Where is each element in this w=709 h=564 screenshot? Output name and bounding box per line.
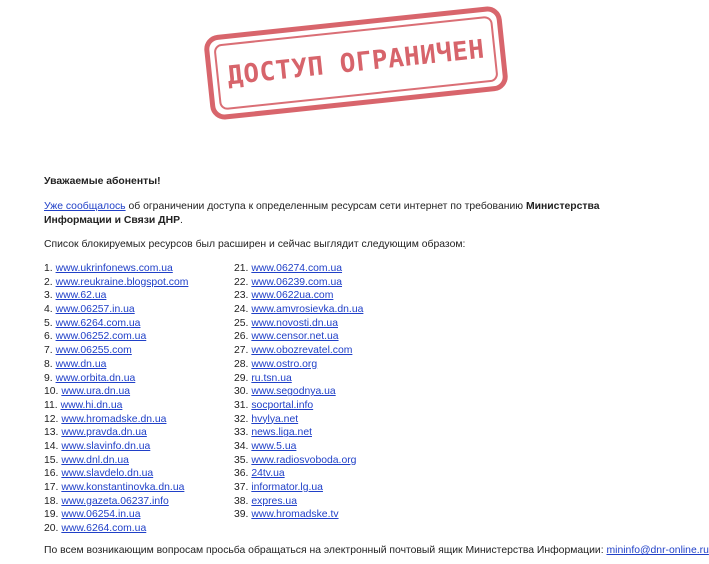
blocked-site-item [44,372,188,386]
blocked-site-link[interactable]: 24tv.ua [251,468,285,480]
blocked-site-link[interactable]: ru.tsn.ua [251,372,292,384]
access-restricted-stamp [202,5,509,122]
blocked-site-link[interactable]: www.06254.in.ua [61,509,141,521]
blocked-site-item [234,262,363,276]
site-number: 32. [234,413,249,425]
site-number: 20. [44,523,59,535]
blocked-site-item [234,481,363,495]
blocked-site-item [44,440,188,454]
blocked-site-link[interactable]: www.censor.net.ua [251,331,339,343]
blocked-site-link[interactable]: www.slavdelo.dn.ua [61,468,154,480]
site-number: 8. [44,358,53,370]
blocked-site-link[interactable]: news.liga.net [251,427,312,439]
blocked-site-item [44,508,188,522]
blocked-site-item [44,522,188,536]
blocked-site-item [234,467,363,481]
blocked-site-link[interactable]: www.6264.com.ua [55,317,141,329]
blocked-site-link[interactable]: www.novosti.dn.ua [251,317,338,329]
greeting-heading: Уважаемые абоненты! [44,176,161,187]
blocked-site-item [234,344,363,358]
blocked-site-link[interactable]: www.hromadske.tv [251,509,339,521]
blocked-site-item [44,399,188,413]
blocked-sites-column-left [44,262,188,536]
blocked-site-link[interactable]: www.radiosvoboda.org [251,454,357,466]
blocked-site-link[interactable]: socportal.info [251,399,314,411]
ministry-name: Министерства Информации и Связи ДНР [44,201,600,226]
site-number: 18. [44,495,59,507]
blocked-site-link[interactable]: www.0622ua.com [251,290,334,302]
blocked-site-item [44,303,188,317]
site-number: 34. [234,440,249,452]
blocked-site-item [44,385,188,399]
site-number: 10. [44,386,59,398]
site-number: 36. [234,468,249,480]
blocked-site-link[interactable]: expres.ua [251,495,297,507]
intro-text: об ограничении доступа к определенным ресурсам сети интернет по требованию [125,201,526,212]
blocked-site-item [234,330,363,344]
site-number: 6. [44,331,53,343]
blocked-site-link[interactable]: www.06252.com.ua [55,331,147,343]
blocked-site-item [234,495,363,509]
blocked-site-link[interactable]: informator.lg.ua [251,482,323,493]
blocked-site-item [44,467,188,481]
email-link[interactable]: mininfo@dnr-online.ru [606,545,709,556]
site-number: 27. [234,345,249,357]
blocked-site-item [234,372,363,386]
blocked-site-item [234,413,363,427]
blocked-sites-column-right [234,262,363,522]
footer-text: По всем возникающим вопросам просьба обращаться на электронный почтовый ящик Министерства Информации: [44,545,607,556]
site-number: 21. [234,263,249,274]
blocked-site-link[interactable]: www.ostro.org [251,358,318,370]
notice-content [44,175,644,542]
blocked-site-item [234,289,363,303]
site-number: 35. [234,454,249,466]
blocked-site-item [44,289,188,303]
blocked-site-item [44,413,188,427]
blocked-site-link[interactable]: hvylya.net [251,413,299,425]
blocked-site-link[interactable]: www.slavinfo.dn.ua [61,440,151,452]
site-number: 26. [234,331,249,343]
blocked-site-link[interactable]: www.06274.com.ua [251,263,343,274]
blocked-site-link[interactable]: www.06239.com.ua [251,276,343,288]
blocked-site-item [44,481,188,495]
site-number: 23. [234,290,249,302]
intro-paragraph [44,200,644,228]
blocked-site-item [44,454,188,468]
site-number: 37. [234,482,249,493]
site-number: 13. [44,427,59,439]
site-number: 1. [44,263,53,274]
site-number: 38. [234,495,249,507]
blocked-site-link[interactable]: www.gazeta.06237.info [61,495,169,507]
blocked-site-item [44,330,188,344]
site-number: 33. [234,427,249,439]
blocked-site-item [44,495,188,509]
blocked-site-link[interactable]: www.dn.ua [55,358,107,370]
blocked-site-item [44,426,188,440]
blocked-site-link[interactable]: www.hi.dn.ua [60,399,123,411]
list-intro-text: Список блокируемых ресурсов был расширен и сейчас выглядит следующим образом: [44,239,466,250]
site-number: 4. [44,304,53,316]
blocked-site-link[interactable]: www.obozrevatel.com [251,345,353,357]
site-number: 7. [44,345,53,357]
site-number: 30. [234,386,249,398]
blocked-site-link[interactable]: www.orbita.dn.ua [55,372,136,384]
site-number: 3. [44,290,53,302]
stamp-text: ДОСТУП ОГРАНИЧЕН [225,34,487,92]
blocked-site-link[interactable]: www.ura.dn.ua [61,386,131,398]
blocked-site-link[interactable]: www.dnl.dn.ua [61,454,129,466]
site-number: 29. [234,372,249,384]
blocked-site-item [44,276,188,290]
site-number: 25. [234,317,249,329]
blocked-site-item [234,440,363,454]
blocked-site-link[interactable]: www.pravda.dn.ua [61,427,147,439]
site-number: 11. [44,399,58,411]
site-number: 15. [44,454,59,466]
blocked-site-item [44,262,188,276]
site-number: 24. [234,304,249,316]
blocked-site-link[interactable]: www.06257.in.ua [55,304,135,316]
blocked-site-item [44,358,188,372]
already-reported-link[interactable]: Уже сообщалось [44,201,126,212]
intro-end: . [180,215,183,226]
blocked-site-item [234,508,363,522]
blocked-site-item [234,385,363,399]
blocked-site-link[interactable]: www.amvrosievka.dn.ua [251,304,364,316]
blocked-site-link[interactable]: www.6264.com.ua [61,523,147,535]
site-number: 5. [44,317,53,329]
site-number: 17. [44,482,59,493]
blocked-site-link[interactable]: www.ukrinfonews.com.ua [55,263,173,274]
site-number: 28. [234,358,249,370]
site-number: 19. [44,509,59,521]
footer-contact [44,544,709,558]
blocked-site-item [44,317,188,331]
blocked-site-item [234,358,363,372]
site-number: 22. [234,276,249,288]
blocked-site-link[interactable]: www.konstantinovka.dn.ua [61,482,185,493]
blocked-site-item [44,344,188,358]
blocked-sites-lists [44,262,644,542]
blocked-site-link[interactable]: www.segodnya.ua [251,386,336,398]
site-number: 31. [234,399,249,411]
site-number: 14. [44,440,59,452]
blocked-site-link[interactable]: www.62.ua [55,290,107,302]
site-number: 2. [44,276,53,288]
blocked-site-item [234,399,363,413]
blocked-site-item [234,276,363,290]
blocked-site-link[interactable]: www.5.ua [251,440,297,452]
blocked-site-item [234,426,363,440]
blocked-site-link[interactable]: www.reukraine.blogspot.com [55,276,189,288]
site-number: 16. [44,468,59,480]
blocked-site-item [234,317,363,331]
blocked-site-item [234,303,363,317]
site-number: 39. [234,509,249,521]
blocked-site-link[interactable]: www.hromadske.dn.ua [61,413,167,425]
blocked-site-link[interactable]: www.06255.com [55,345,132,357]
site-number: 9. [44,372,53,384]
blocked-site-item [234,454,363,468]
site-number: 12. [44,413,59,425]
